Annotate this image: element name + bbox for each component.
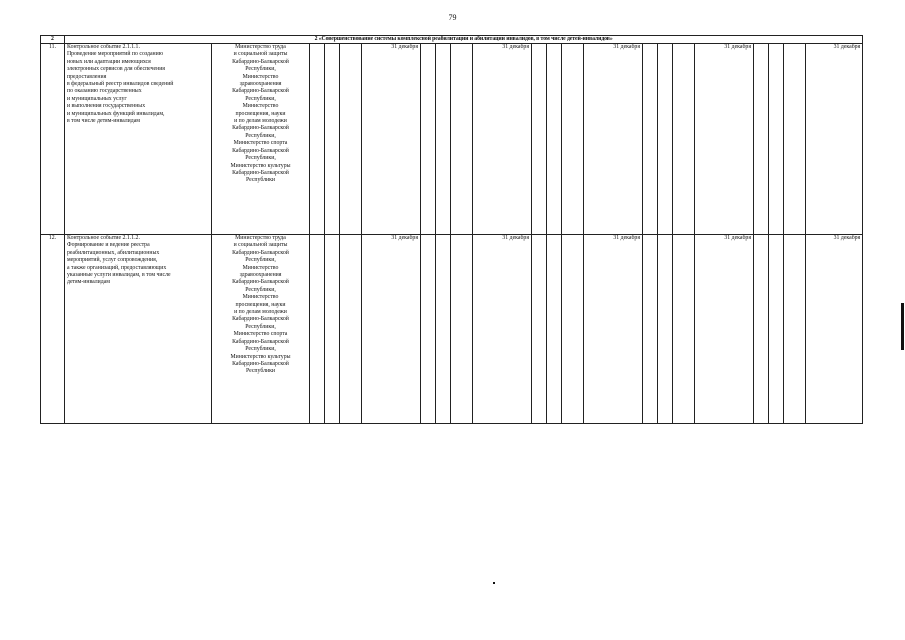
deadline-cell: 31 декабря: [806, 44, 863, 235]
row-number: 11.: [41, 44, 65, 235]
empty-cell: [754, 235, 769, 424]
table-row: [41, 44, 863, 235]
empty-cell: [451, 235, 473, 424]
empty-cell: [310, 44, 325, 235]
empty-cell: [562, 235, 584, 424]
empty-cell: [532, 44, 547, 235]
empty-cell: [325, 235, 340, 424]
scan-edge-mark: [901, 303, 904, 350]
section-number: 2: [41, 36, 65, 44]
scan-dot-mark: [493, 582, 495, 584]
deadline-cell: 31 декабря: [695, 235, 754, 424]
plan-table: [40, 35, 863, 424]
empty-cell: [436, 235, 451, 424]
deadline-cell: 31 декабря: [473, 235, 532, 424]
deadline-cell: 31 декабря: [695, 44, 754, 235]
empty-cell: [310, 235, 325, 424]
deadline-cell: 31 декабря: [473, 44, 532, 235]
empty-cell: [532, 235, 547, 424]
empty-cell: [769, 44, 784, 235]
empty-cell: [340, 44, 362, 235]
empty-cell: [673, 235, 695, 424]
empty-cell: [784, 44, 806, 235]
empty-cell: [325, 44, 340, 235]
section-title: 2 «Совершенствование системы комплексной реабилитации и абилитации инвалидов, в том числе детей-инвалидов»: [65, 36, 863, 44]
empty-cell: [436, 44, 451, 235]
control-event-text: Контрольное событие 2.1.1.2. Формирование и ведение реестра реабилитационных, абилитационных мероприятий, услуг сопровождения, а также организаций, предоставляющих указанные услуги инвалидам, в том числе детям-инвалидам: [65, 235, 212, 424]
empty-cell: [547, 235, 562, 424]
deadline-cell: 31 декабря: [584, 235, 643, 424]
empty-cell: [421, 44, 436, 235]
empty-cell: [340, 235, 362, 424]
deadline-cell: 31 декабря: [806, 235, 863, 424]
row-number: 12.: [41, 235, 65, 424]
empty-cell: [784, 235, 806, 424]
deadline-cell: 31 декабря: [362, 235, 421, 424]
empty-cell: [547, 44, 562, 235]
page-number: 79: [448, 13, 457, 22]
table-row: [41, 235, 863, 424]
section-header-row: [41, 36, 863, 44]
responsible-executors: Министерство труда и социальной защиты Кабардино-Балкарской Республики, Министерство здравоохранения Кабардино-Балкарской Республики, Министерство просвещения, науки и по делам молодежи Кабардино-Балкарской Республики, Министерство спорта Кабардино-Балкарской Республики, Министерство культуры Кабардино-Балкарской Республики: [212, 44, 310, 235]
empty-cell: [673, 44, 695, 235]
empty-cell: [658, 44, 673, 235]
deadline-cell: 31 декабря: [584, 44, 643, 235]
empty-cell: [562, 44, 584, 235]
deadline-cell: 31 декабря: [362, 44, 421, 235]
empty-cell: [643, 235, 658, 424]
empty-cell: [754, 44, 769, 235]
control-event-text: Контрольное событие 2.1.1.1. Проведение мероприятий по созданию новых или адаптации имеющихся электронных сервисов для обеспечения предоставления в федеральный реестр инвалидов сведений по оказанию государственных и муниципальных услуг и выполнения государственных и муниципальных функций инвалидам, в том числе детям-инвалидам: [65, 44, 212, 235]
empty-cell: [421, 235, 436, 424]
empty-cell: [769, 235, 784, 424]
empty-cell: [451, 44, 473, 235]
empty-cell: [643, 44, 658, 235]
responsible-executors: Министерство труда и социальной защиты Кабардино-Балкарской Республики, Министерство здравоохранения Кабардино-Балкарской Республики, Министерство просвещения, науки и по делам молодежи Кабардино-Балкарской Республики, Министерство спорта Кабардино-Балкарской Республики, Министерство культуры Кабардино-Балкарской Республики: [212, 235, 310, 424]
empty-cell: [658, 235, 673, 424]
